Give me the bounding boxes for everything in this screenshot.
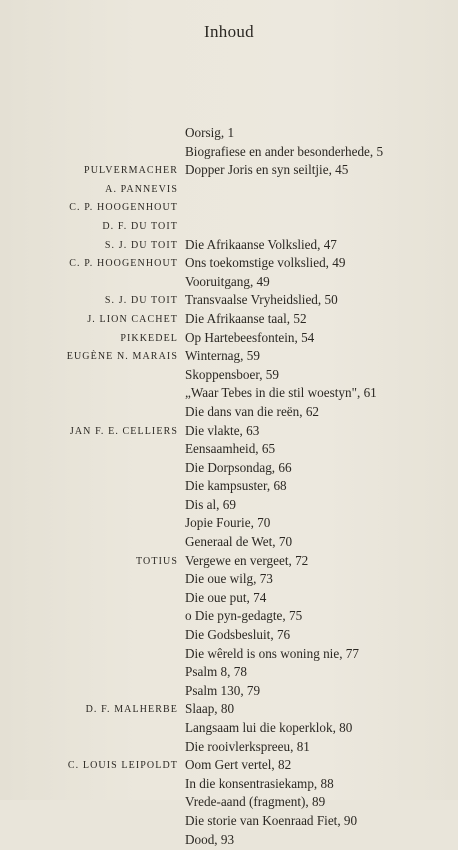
toc-poem-title: Die dans van die reën, 62 bbox=[185, 403, 320, 419]
toc-poem-title: Dopper Joris en syn seiltjie, 45 bbox=[185, 162, 349, 178]
toc-entry bbox=[0, 478, 458, 497]
toc-poem-title: Vergewe en vergeet, 72 bbox=[185, 552, 309, 568]
toc-poem-title: Skoppensboer, 59 bbox=[185, 366, 279, 382]
toc-poem-title: Dood, 93 bbox=[185, 831, 235, 847]
toc-poem-title: o Die pyn-gedagte, 75 bbox=[185, 608, 303, 624]
toc-poem-title: Die oue put, 74 bbox=[185, 589, 267, 605]
toc-poem-title: Die oue wilg, 73 bbox=[185, 571, 273, 587]
toc-author: J. LION CACHET bbox=[87, 313, 178, 325]
toc-poem-title: Die Godsbesluit, 76 bbox=[185, 627, 291, 643]
toc-poem-title: Slaap, 80 bbox=[185, 701, 235, 717]
toc-poem-title: Vrede-aand (fragment), 89 bbox=[185, 794, 326, 810]
toc-entry bbox=[0, 330, 458, 349]
toc-poem-title: In die konsentrasiekamp, 88 bbox=[185, 775, 334, 791]
toc-poem-title: Oorsig, 1 bbox=[185, 125, 235, 140]
toc-poem-title: Die vlakte, 63 bbox=[185, 422, 260, 438]
toc-entry bbox=[0, 627, 458, 646]
toc-author: A. PANNEVIS bbox=[105, 183, 178, 195]
toc-entry bbox=[0, 683, 458, 702]
page-title: Inhoud bbox=[204, 22, 254, 41]
toc-entry bbox=[0, 218, 458, 237]
toc-poem-title: Die wêreld is ons woning nie, 77 bbox=[185, 645, 359, 661]
toc-entry bbox=[0, 423, 458, 442]
toc-poem-title: Ons toekomstige volkslied, 49 bbox=[185, 255, 346, 271]
toc-poem-title: Vooruitgang, 49 bbox=[185, 273, 270, 289]
toc-author: D. F. DU TOIT bbox=[102, 220, 178, 232]
toc-poem-title: Die kampsuster, 68 bbox=[185, 478, 287, 494]
toc-entry bbox=[0, 181, 458, 200]
toc-entry bbox=[0, 367, 458, 386]
toc-entry bbox=[0, 757, 458, 776]
toc-author: D. F. MALHERBE bbox=[85, 704, 178, 716]
toc-author: C. P. HOOGENHOUT bbox=[69, 202, 178, 214]
toc-poem-title: Langsaam lui die koperklok, 80 bbox=[185, 720, 353, 735]
toc-poem-title: Jopie Fourie, 70 bbox=[185, 515, 271, 531]
toc-entry bbox=[0, 515, 458, 534]
toc-author: S. J. DU TOIT bbox=[104, 295, 178, 307]
toc-poem-title: Dis al, 69 bbox=[185, 496, 236, 512]
toc-author: JAN F. E. CELLIERS bbox=[69, 425, 178, 437]
toc-poem-title: Die Afrikaanse taal, 52 bbox=[185, 310, 307, 326]
toc-entry bbox=[0, 664, 458, 683]
toc-entry bbox=[0, 608, 458, 627]
toc-entry bbox=[0, 832, 458, 850]
toc-entry bbox=[0, 720, 458, 739]
toc-entry bbox=[0, 590, 458, 609]
toc-entry bbox=[0, 553, 458, 572]
toc-entry bbox=[0, 404, 458, 423]
toc-entry bbox=[0, 794, 458, 813]
toc-poem-title: Oom Gert vertel, 82 bbox=[185, 757, 292, 773]
toc-entry bbox=[0, 292, 458, 311]
toc-poem-title: Die Dorpsondag, 66 bbox=[185, 459, 292, 475]
toc-poem-title: Psalm 130, 79 bbox=[185, 682, 261, 698]
toc-entry bbox=[0, 813, 458, 832]
toc-entry bbox=[0, 441, 458, 460]
toc-entry bbox=[0, 534, 458, 553]
toc-entry bbox=[0, 348, 458, 367]
toc-entry bbox=[0, 701, 458, 720]
toc-author: TOTIUS bbox=[136, 555, 178, 567]
toc-author: PULVERMACHER bbox=[84, 165, 178, 177]
toc-author: C. LOUIS LEIPOLDT bbox=[67, 760, 178, 772]
toc-entry bbox=[0, 255, 458, 274]
toc-poem-title: Psalm 8, 78 bbox=[185, 664, 247, 680]
toc-entry bbox=[0, 144, 458, 163]
table-of-contents bbox=[0, 125, 458, 850]
toc-poem-title: Op Hartebeesfontein, 54 bbox=[185, 329, 315, 345]
toc-entry bbox=[0, 237, 458, 256]
toc-author: S. J. DU TOIT bbox=[104, 239, 178, 251]
toc-entry bbox=[0, 460, 458, 479]
toc-poem-title: Biografiese en ander besonderhede, 5 bbox=[185, 143, 384, 159]
toc-entry bbox=[0, 125, 458, 144]
toc-entry bbox=[0, 739, 458, 758]
toc-poem-title: Die Afrikaanse Volkslied, 47 bbox=[185, 236, 337, 252]
toc-poem-title: „Waar Tebes in die stil woestyn", 61 bbox=[185, 385, 377, 401]
toc-entry bbox=[0, 776, 458, 795]
toc-poem-title: Die storie van Koenraad Fiet, 90 bbox=[185, 812, 358, 828]
toc-entry bbox=[0, 571, 458, 590]
toc-poem-title: Die rooivlerkspreeu, 81 bbox=[185, 738, 310, 754]
toc-entry bbox=[0, 199, 458, 218]
toc-author: PIKKEDEL bbox=[120, 332, 178, 344]
toc-author: C. P. HOOGENHOUT bbox=[69, 258, 178, 270]
toc-entry bbox=[0, 646, 458, 665]
toc-poem-title: Winternag, 59 bbox=[185, 348, 260, 364]
toc-poem-title: Transvaalse Vryheidslied, 50 bbox=[185, 292, 338, 308]
toc-entry bbox=[0, 311, 458, 330]
toc-entry bbox=[0, 274, 458, 293]
toc-entry bbox=[0, 385, 458, 404]
toc-poem-title: Generaal de Wet, 70 bbox=[185, 534, 293, 550]
toc-poem-title: Eensaamheid, 65 bbox=[185, 441, 276, 457]
toc-entry bbox=[0, 497, 458, 516]
toc-author: EUGÈNE N. MARAIS bbox=[66, 351, 178, 363]
toc-entry bbox=[0, 162, 458, 181]
